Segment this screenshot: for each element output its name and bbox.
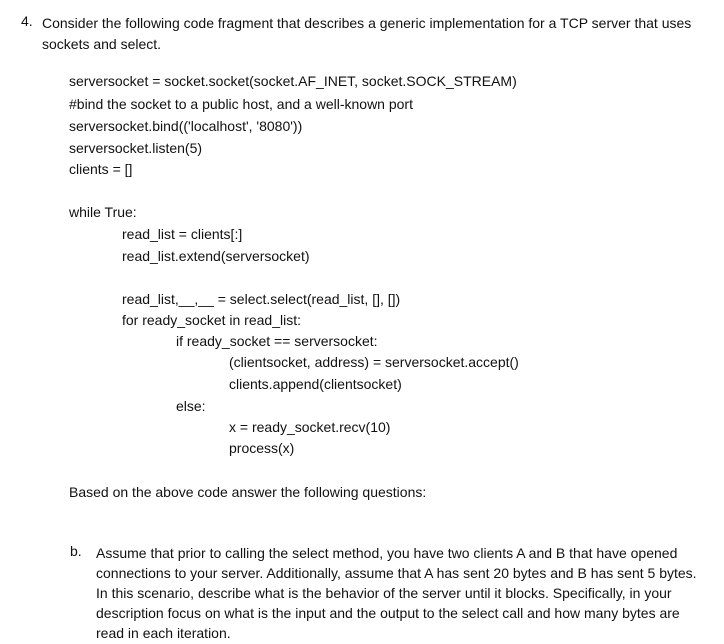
code-line: read_list,__,__ = select.select(read_list, [], []) — [122, 291, 401, 307]
code-line: while True: — [69, 204, 137, 220]
subquestion-text: Assume that prior to calling the select method, you have two clients A and B that have opened connections to your server. Additionally, assume that A has sent 20 bytes and B has sent 5 bytes. In this scenario, describe what is the behavior of the server until it blocks. Specifically, in your description focus on what is the input and the output to the select call and how many bytes are read in each iteration. — [96, 545, 697, 641]
code-line: else: — [176, 398, 206, 414]
code-line: serversocket.listen(5) — [69, 140, 203, 156]
subquestion-letter: b. — [70, 543, 82, 559]
question-text: Consider the following code fragment that describes a generic implementation for a TCP server that uses sockets and select. — [42, 15, 692, 52]
code-line: process(x) — [229, 440, 295, 456]
code-line: serversocket = socket.socket(socket.AF_INET, socket.SOCK_STREAM) — [69, 73, 517, 89]
code-line: read_list.extend(serversocket) — [122, 248, 310, 264]
code-line: if ready_socket == serversocket: — [176, 333, 378, 349]
code-line: #bind the socket to a public host, and a well-known port — [69, 96, 413, 112]
prompt-text: Based on the above code answer the following questions: — [69, 484, 427, 500]
code-line: serversocket.bind(('localhost', '8080')) — [69, 118, 303, 134]
code-line: read_list = clients[:] — [122, 226, 243, 242]
code-line: for ready_socket in read_list: — [122, 312, 301, 328]
code-line: x = ready_socket.recv(10) — [229, 419, 391, 435]
code-line: clients.append(clientsocket) — [229, 376, 402, 392]
code-line: (clientsocket, address) = serversocket.accept() — [229, 354, 519, 370]
code-line: clients = [] — [69, 161, 133, 177]
question-number: 4. — [21, 13, 33, 29]
